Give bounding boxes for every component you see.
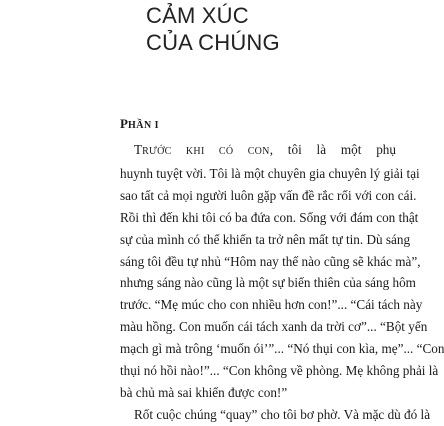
lead-cap: T xyxy=(134,142,143,157)
chapter-title-line-1: CẢM XÚC xyxy=(146,3,249,28)
paragraph-1-line: Rồi thì đến khi tôi có ba đứa con. Sống với đám con thật xyxy=(120,209,419,225)
paragraph-1-line-1 xyxy=(120,139,396,163)
section-heading xyxy=(120,116,159,134)
paragraph-1-line: sao tất cả mọi người luôn gặp vấn đề rắc rối với con cái. xyxy=(120,187,417,203)
section-heading-cap: P xyxy=(120,116,128,131)
chapter-title-line-2: CỦA CHÚNG xyxy=(146,30,280,55)
paragraph-1-line: huynh tuyệt vời. Tôi là một chuyên gia chuyên lý giải tại xyxy=(120,165,420,181)
paragraph-1-line: màu hồng. Con muốn cái tách xanh da trời cơ”... “Bột yến xyxy=(120,319,428,335)
paragraph-1-line: sáng tôi đều tự nhủ “Hôm nay thế nào cũng sẽ khác mà”, xyxy=(120,253,421,269)
lead-rest: , tôi là một phụ xyxy=(269,142,396,157)
paragraph-1-line: mạch gì mà trông ‘muốn ói’”... “Nó thụi con kìa, mẹ”... “Con xyxy=(120,341,444,357)
body-text xyxy=(120,139,444,426)
paragraph-1-line: thụi nó hồi nào!”... “Con không về phòng. Mẹ không phải là xyxy=(120,363,439,379)
chapter-title xyxy=(146,2,280,56)
lead-smallcaps: RƯỚC KHI CÓ CON xyxy=(142,146,270,157)
section-heading-rest: HẦN I xyxy=(127,120,160,131)
paragraph-1-line: trước. “Mẹ múc cho con nhiều hơn con!”... “Cái tách này xyxy=(120,297,423,313)
paragraph-1-last-line: bà chủ mà sai khiến được con!” xyxy=(120,384,288,400)
paragraph-2-line-1: Rốt cuộc chúng “quay” cho tôi bơ phờ. Và mặc dù đó là xyxy=(134,406,431,422)
paragraph-1-line: sự của mình có thể khiến ta trở nên mất tự tin. Dù sáng xyxy=(120,231,411,247)
paragraph-1-line: nhưng sáng nào cũng là một sự biến thiên của sáng hôm xyxy=(120,275,416,291)
